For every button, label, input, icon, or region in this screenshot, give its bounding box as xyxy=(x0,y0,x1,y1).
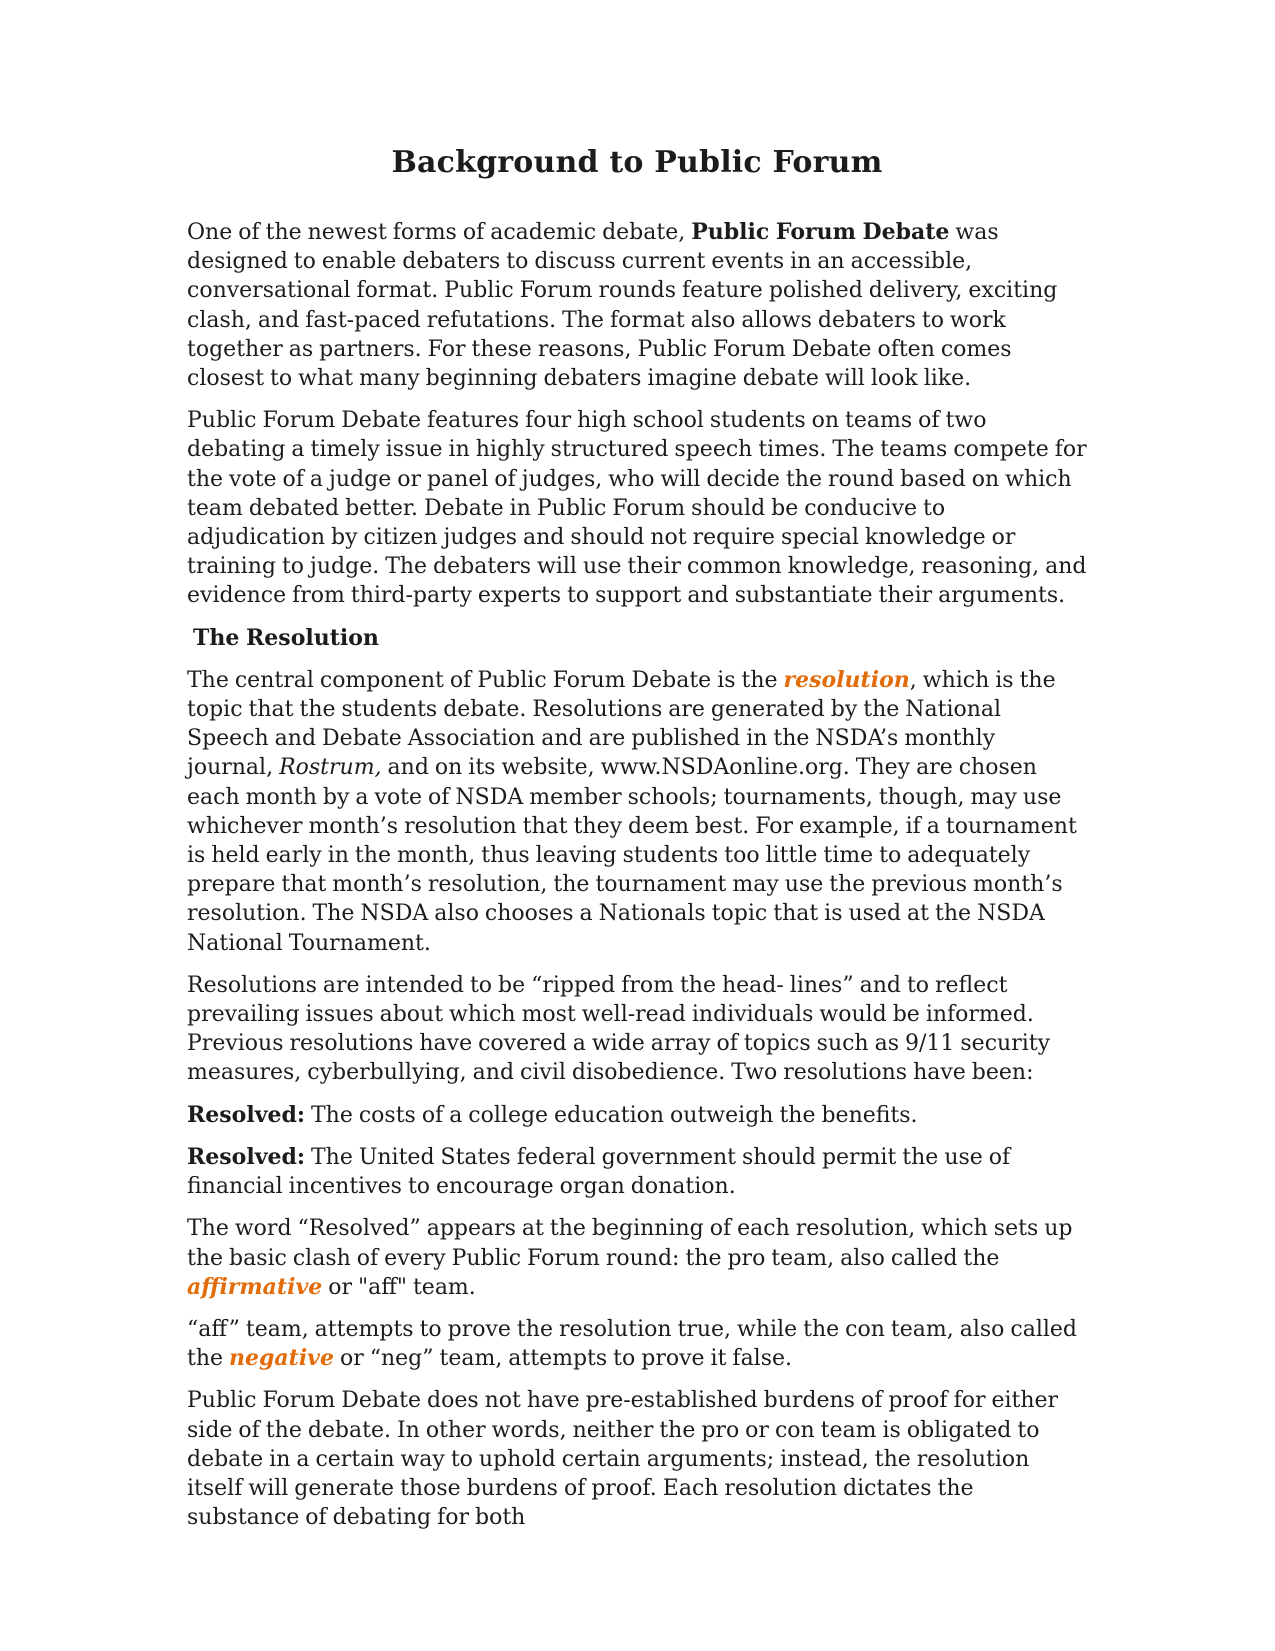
resolution-example-1 xyxy=(187,1101,1087,1130)
intro-p1-text: One of the newest forms of academic debate, xyxy=(187,220,692,245)
resolution-paragraph-4 xyxy=(187,1315,1087,1373)
resolution-p1-text: The central component of Public Forum Debate is the xyxy=(187,667,784,693)
resolution-paragraph-2: Resolutions are intended to be “ripped from the head- lines” and to reflect prevailing issues about which most well-read individuals would be informed. Previous resolutions have covered a wide array of topics such as 9/11 security measures, cyberbullying, and civil disobedience. Two resolutions have been: xyxy=(187,972,1051,1086)
resolution-example-2 xyxy=(187,1143,1087,1201)
resolution-paragraph-1 xyxy=(187,666,1087,958)
resolution-p1-text-rest: and on its website, www.NSDAonline.org. They are chosen each month by a vote of NSDA member schools; tournaments, though, may use whichever month’s resolution that they deem best. For example, if a tournament is held early in the month, thus leaving students too little time to adequately prepare that month’s resolution, the tournament may use the previous month’s resolution. The NSDA also chooses a Nationals topic that is used at the NSDA National Tournament. xyxy=(187,755,1077,956)
resolution-paragraph-3 xyxy=(187,1214,1087,1302)
resolved-label: Resolved: xyxy=(187,1101,305,1128)
resolution-p4-text: “aff” team, attempts to prove the resolution true, while the con team, also called the xyxy=(187,1316,1077,1372)
resolution-p3-text: The word “Resolved” appears at the beginning of each resolution, which sets up the basic clash of every Public Forum round: the pro team, also called the xyxy=(187,1216,1073,1271)
intro-p1-bold-term: Public Forum Debate xyxy=(691,219,950,245)
intro-paragraph-1 xyxy=(187,218,1087,393)
section-heading-resolution: The Resolution xyxy=(193,624,379,651)
term-negative: negative xyxy=(229,1345,334,1372)
resolution-p1-text-mid: , which is the topic that the students debate. Resolutions are generated by the National Speech and Debate Association and are published in the NSDA’s monthly journal, xyxy=(187,667,1056,781)
term-affirmative: affirmative xyxy=(187,1273,323,1300)
resolved-label: Resolved: xyxy=(187,1143,305,1170)
term-resolution: resolution xyxy=(783,666,910,693)
journal-name: Rostrum, xyxy=(279,755,382,781)
resolution-p4-text-rest: or “neg” team, attempts to prove it false. xyxy=(333,1346,793,1372)
resolution-example-text: The costs of a college education outweigh the benefits. xyxy=(304,1102,918,1128)
document-page xyxy=(187,145,1087,1545)
resolution-p3-text-rest: or "aff" team. xyxy=(322,1274,476,1300)
page-title: Background to Public Forum xyxy=(391,145,883,180)
resolution-example-text: The United States federal government should permit the use of financial incentives to encourage organ donation. xyxy=(187,1144,1011,1200)
intro-p1-text-rest: was designed to enable debaters to discuss current events in an accessible, conversational format. Public Forum rounds feature polished delivery, exciting clash, and fast-paced refutations. The format also allows debaters to work together as partners. For these reasons, Public Forum Debate often comes closest to what many beginning debaters imagine debate will look like. xyxy=(187,220,1058,392)
intro-paragraph-2: Public Forum Debate features four high school students on teams of two debating a timely issue in highly structured speech times. The teams compete for the vote of a judge or panel of judges, who will decide the round based on which team debated better. Debate in Public Forum should be conducive to adjudication by citizen judges and should not require special knowledge or training to judge. The debaters will use their common knowledge, reasoning, and evidence from third-party experts to support and substantiate their arguments. xyxy=(187,408,1087,609)
resolution-paragraph-5: Public Forum Debate does not have pre-established burdens of proof for either side of the debate. In other words, neither the pro or con team is obligated to debate in a certain way to uphold certain arguments; instead, the resolution itself will generate those burdens of proof. Each resolution dictates the substance of debating for both xyxy=(187,1388,1059,1531)
